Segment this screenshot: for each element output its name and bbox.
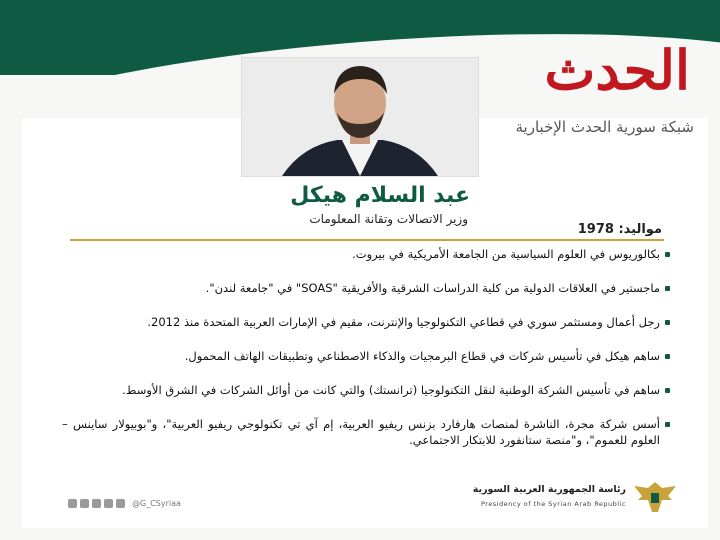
portrait-photo: [241, 57, 479, 177]
person-name: عبد السلام هيكل: [290, 183, 470, 208]
social-handles: [68, 499, 181, 508]
bullet-icon: [665, 354, 670, 359]
bullet-icon: [665, 388, 670, 393]
divider: [70, 239, 664, 241]
youtube-icon[interactable]: [104, 499, 113, 508]
list-item: أسس شركة مجرة، الناشرة لمنصات هارفارد بزنس ريفيو العربية، إم آي تي تكنولوجي ريفيو العربية"، و"بوبيولار ساينس – العلوم للعموم"، و"منصة ستانفورد للابتكار الاجتماعي.: [62, 416, 670, 448]
presidency-logo: [448, 478, 678, 518]
instagram-icon[interactable]: [92, 499, 101, 508]
facebook-icon[interactable]: [68, 499, 77, 508]
bullet-icon: [665, 286, 670, 291]
presidency-arabic: رئاسة الجمهورية العربية السورية: [472, 484, 626, 495]
person-title: وزير الاتصالات وتقانة المعلومات: [309, 212, 468, 226]
list-item: بكالوريوس في العلوم السياسية من الجامعة الأمريكية في بيروت.: [62, 246, 670, 262]
eagle-emblem-icon: [632, 478, 678, 516]
bio-list: [62, 246, 670, 466]
telegram-icon[interactable]: [116, 499, 125, 508]
list-item: ساهم في تأسيس الشركة الوطنية لنقل التكنولوجيا (ترانستك) والتي كانت من أوائل الشركات في الشرق الأوسط.: [62, 382, 670, 398]
birth-year: مواليد: 1978: [577, 222, 662, 237]
twitter-icon[interactable]: [80, 499, 89, 508]
logo-mark: الحدث: [544, 38, 690, 102]
list-item: ساهم هيكل في تأسيس شركات في قطاع البرمجيات والذكاء الاصطناعي وتطبيقات الهاتف المحمول.: [62, 348, 670, 364]
brand-logo: [498, 38, 708, 138]
bullet-icon: [665, 252, 670, 257]
list-item: رجل أعمال ومستثمر سوري في قطاعي التكنولوجيا والإنترنت، مقيم في الإمارات العربية المتحدة منذ 2012.: [62, 314, 670, 330]
bullet-icon: [665, 422, 670, 427]
presidency-english: Presidency of the Syrian Arab Republic: [480, 500, 626, 508]
list-item: ماجستير في العلاقات الدولية من كلية الدراسات الشرقية والأفريقية "SOAS" في "جامعة لندن".: [62, 280, 670, 296]
logo-tagline: شبكة سورية الحدث الإخبارية: [515, 118, 694, 136]
bullet-icon: [665, 320, 670, 325]
social-handle: @G_CSyriaa: [132, 499, 181, 508]
